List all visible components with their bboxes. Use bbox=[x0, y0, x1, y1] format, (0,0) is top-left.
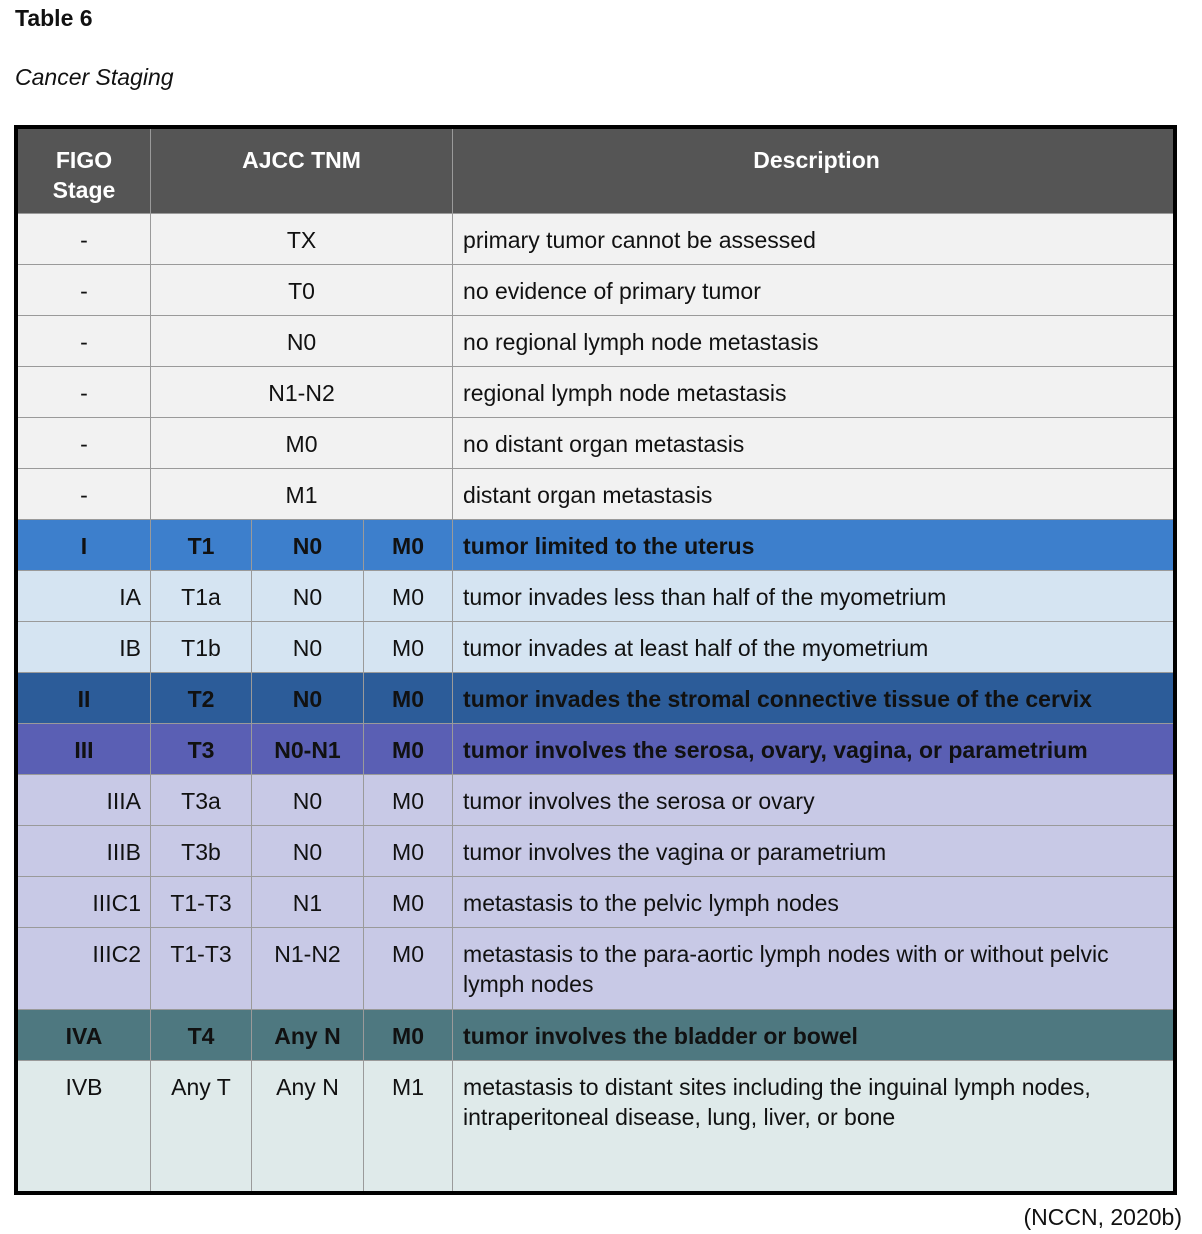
source-citation: (NCCN, 2020b) bbox=[1023, 1204, 1182, 1230]
figo-cell: IB bbox=[18, 622, 151, 673]
n-cell: N0 bbox=[252, 673, 364, 724]
figo-cell: IA bbox=[18, 571, 151, 622]
m-cell: M0 bbox=[364, 826, 453, 877]
table-row bbox=[18, 214, 1178, 265]
description-cell: primary tumor cannot be assessed bbox=[453, 214, 1177, 265]
description-cell: tumor limited to the uterus bbox=[453, 520, 1177, 571]
stage-row-IIIA bbox=[18, 775, 1178, 826]
m-cell: M0 bbox=[364, 673, 453, 724]
n-cell: N0 bbox=[252, 520, 364, 571]
stage-row-III bbox=[18, 724, 1178, 775]
m-cell: M0 bbox=[364, 775, 453, 826]
t-cell: T3a bbox=[151, 775, 252, 826]
figo-cell: - bbox=[18, 418, 151, 469]
n-cell: N0 bbox=[252, 571, 364, 622]
figo-cell: - bbox=[18, 367, 151, 418]
description-cell: metastasis to distant sites including the inguinal lymph nodes, intraperitoneal disease, lung, liver, or bone bbox=[453, 1061, 1177, 1196]
stage-row-IVA bbox=[18, 1010, 1178, 1061]
m-cell: M1 bbox=[364, 1061, 453, 1196]
t-cell: T1-T3 bbox=[151, 877, 252, 928]
stage-row-I bbox=[18, 520, 1178, 571]
description-cell: tumor invades at least half of the myometrium bbox=[453, 622, 1177, 673]
figo-cell: - bbox=[18, 316, 151, 367]
header-ajcc-tnm: AJCC TNM bbox=[151, 129, 453, 214]
tnm-cell: M1 bbox=[151, 469, 453, 520]
t-cell: Any T bbox=[151, 1061, 252, 1196]
stage-row-II bbox=[18, 673, 1178, 724]
table-caption: Cancer Staging bbox=[15, 64, 174, 90]
m-cell: M0 bbox=[364, 877, 453, 928]
n-cell: N0 bbox=[252, 622, 364, 673]
table-number: Table 6 bbox=[15, 5, 93, 31]
n-cell: N1 bbox=[252, 877, 364, 928]
n-cell: N1-N2 bbox=[252, 928, 364, 1010]
t-cell: T3 bbox=[151, 724, 252, 775]
description-cell: distant organ metastasis bbox=[453, 469, 1177, 520]
table-row bbox=[18, 316, 1178, 367]
stage-row-IA bbox=[18, 571, 1178, 622]
n-cell: Any N bbox=[252, 1010, 364, 1061]
t-cell: T1 bbox=[151, 520, 252, 571]
m-cell: M0 bbox=[364, 520, 453, 571]
stage-row-IB bbox=[18, 622, 1178, 673]
figo-cell: IIIC1 bbox=[18, 877, 151, 928]
figo-cell: II bbox=[18, 673, 151, 724]
description-cell: metastasis to the para-aortic lymph nodes with or without pelvic lymph nodes bbox=[453, 928, 1177, 1010]
description-cell: metastasis to the pelvic lymph nodes bbox=[453, 877, 1177, 928]
t-cell: T1b bbox=[151, 622, 252, 673]
table-row bbox=[18, 418, 1178, 469]
m-cell: M0 bbox=[364, 1010, 453, 1061]
header-description: Description bbox=[453, 129, 1177, 214]
tnm-cell: M0 bbox=[151, 418, 453, 469]
description-cell: tumor involves the serosa or ovary bbox=[453, 775, 1177, 826]
t-cell: T3b bbox=[151, 826, 252, 877]
stage-row-IIIC2 bbox=[18, 928, 1178, 1010]
n-cell: N0-N1 bbox=[252, 724, 364, 775]
figo-cell: IIIA bbox=[18, 775, 151, 826]
table-row bbox=[18, 367, 1178, 418]
figo-cell: IIIC2 bbox=[18, 928, 151, 1010]
t-cell: T4 bbox=[151, 1010, 252, 1061]
tnm-cell: T0 bbox=[151, 265, 453, 316]
n-cell: N0 bbox=[252, 826, 364, 877]
m-cell: M0 bbox=[364, 724, 453, 775]
figo-cell: - bbox=[18, 265, 151, 316]
m-cell: M0 bbox=[364, 571, 453, 622]
tnm-cell: N0 bbox=[151, 316, 453, 367]
m-cell: M0 bbox=[364, 622, 453, 673]
figo-cell: - bbox=[18, 469, 151, 520]
description-cell: no distant organ metastasis bbox=[453, 418, 1177, 469]
description-cell: tumor involves the vagina or parametrium bbox=[453, 826, 1177, 877]
figo-cell: IVB bbox=[18, 1061, 151, 1196]
n-cell: N0 bbox=[252, 775, 364, 826]
t-cell: T1-T3 bbox=[151, 928, 252, 1010]
t-cell: T2 bbox=[151, 673, 252, 724]
description-cell: regional lymph node metastasis bbox=[453, 367, 1177, 418]
t-cell: T1a bbox=[151, 571, 252, 622]
staging-table bbox=[14, 125, 1177, 1195]
tnm-cell: N1-N2 bbox=[151, 367, 453, 418]
description-cell: tumor invades the stromal connective tissue of the cervix bbox=[453, 673, 1177, 724]
description-cell: tumor involves the bladder or bowel bbox=[453, 1010, 1177, 1061]
figo-cell: I bbox=[18, 520, 151, 571]
tnm-cell: TX bbox=[151, 214, 453, 265]
n-cell: Any N bbox=[252, 1061, 364, 1196]
stage-row-IIIC1 bbox=[18, 877, 1178, 928]
figo-cell: IIIB bbox=[18, 826, 151, 877]
header-row bbox=[18, 129, 1178, 214]
stage-row-IIIB bbox=[18, 826, 1178, 877]
stage-row-IVB bbox=[18, 1061, 1178, 1196]
description-cell: tumor invades less than half of the myometrium bbox=[453, 571, 1177, 622]
description-cell: no evidence of primary tumor bbox=[453, 265, 1177, 316]
m-cell: M0 bbox=[364, 928, 453, 1010]
description-cell: tumor involves the serosa, ovary, vagina, or parametrium bbox=[453, 724, 1177, 775]
table-row bbox=[18, 469, 1178, 520]
description-cell: no regional lymph node metastasis bbox=[453, 316, 1177, 367]
header-figo-stage: FIGO Stage bbox=[18, 129, 151, 214]
table-row bbox=[18, 265, 1178, 316]
figo-cell: IVA bbox=[18, 1010, 151, 1061]
figo-cell: III bbox=[18, 724, 151, 775]
figo-cell: - bbox=[18, 214, 151, 265]
